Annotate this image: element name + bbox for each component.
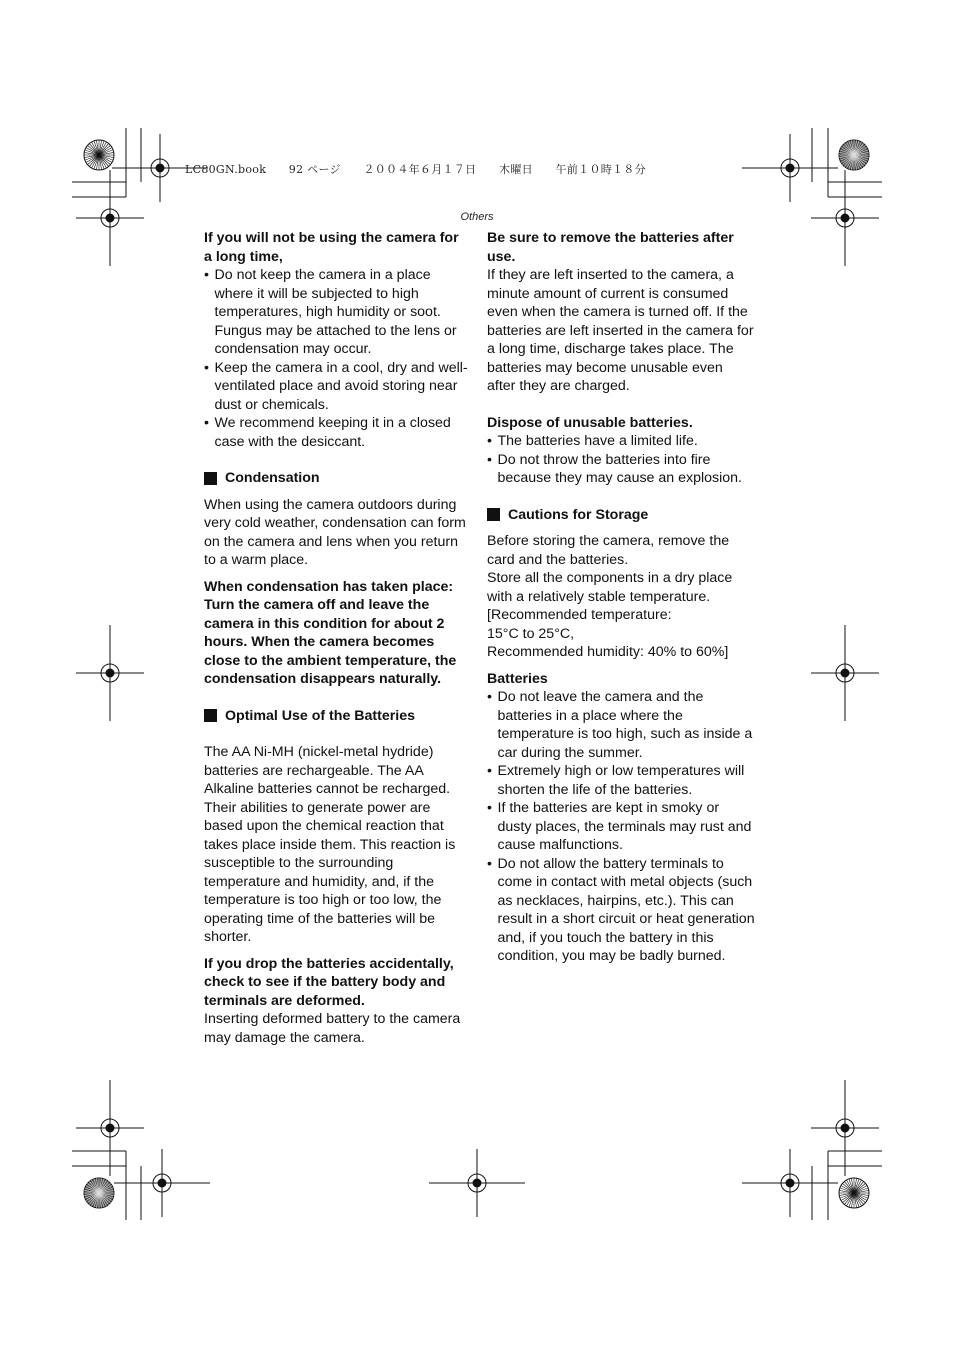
square-bullet-icon [204,709,217,722]
batteries-heading: Optimal Use of the Batteries [204,707,470,726]
storage-text-4: 15°C to 25°C, [487,625,575,642]
starburst-mark-icon [84,140,114,170]
dispose-title: Dispose of unusable batteries. [487,414,693,431]
list-item: • If the batteries are kept in smoky or dusty places, the terminals may rust and cause malfunctions. [487,799,755,855]
list-item: • Extremely high or low temperatures will shorten the life of the batteries. [487,762,755,799]
registration-mark-icon [76,625,144,721]
starburst-mark-icon [839,140,869,170]
remove-title: Be sure to remove the batteries after use. [487,230,734,265]
batteries-list [487,688,755,966]
batteries-text-2: Their abilities to generate power are based upon the chemical reaction that takes place inside them. This reaction is susceptible to the surrounding temperature and humidity, and, if the temperature is too high or too low, the operating time of the batteries will be shorter. [204,799,456,945]
storage-text-2: Store all the components in a dry place with a relatively stable temperature. [487,570,733,605]
batteries-subhead: Batteries [487,670,548,687]
list-item: • We recommend keeping it in a closed case with the desiccant. [204,414,470,451]
drop-warning: If you drop the batteries accidentally, check to see if the battery body and terminals are deformed. [204,955,454,1009]
storage-text-5: Recommended humidity: 40% to 60%] [487,644,729,660]
registration-mark-icon [811,1080,879,1176]
square-bullet-icon [204,472,217,485]
storage-text-1: Before storing the camera, remove the card and the batteries. [487,533,730,568]
drop-text: Inserting deformed battery to the camera may damage the camera. [204,1011,461,1046]
registration-mark-icon [429,1149,525,1217]
remove-text: If they are left inserted to the camera, a minute amount of current is consumed even when the camera is turned off. If the batteries are left inserted in the camera for a long time, discharge takes place. The batteries may become unusable even after they are charged. [487,267,754,394]
list-item: • Do not leave the camera and the batteries in a place where the temperature is too high, such as inside a car during the summer. [487,688,755,762]
condensation-heading: Condensation [204,469,470,488]
square-bullet-icon [487,508,500,521]
list-item: • The batteries have a limited life. [487,432,755,451]
starburst-mark-icon [84,1178,114,1208]
registration-mark-icon [742,134,838,202]
long-time-list [204,266,470,451]
condensation-warning: When condensation has taken place: Turn the camera off and leave the camera in this condition for about 2 hours. When the camera becomes close to the ambient temperature, the condensation disappears naturally. [204,578,457,687]
storage-text-3: [Recommended temperature: [487,607,672,623]
print-header: LC80GN.book 92 ページ ２００４年６月１７日 木曜日 午前１０時１８分 [185,163,646,176]
list-item: • Keep the camera in a cool, dry and well-ventilated place and avoid storing near dust or chemicals. [204,359,470,415]
batteries-text: The AA Ni-MH (nickel-metal hydride) batteries are rechargeable. The AA Alkaline batteries cannot be recharged. [204,744,451,797]
list-item: • Do not keep the camera in a place where it will be subjected to high temperatures, high humidity or soot. Fungus may be attached to the lens or condensation may occur. [204,266,470,359]
left-column [204,229,470,1047]
long-time-title: If you will not be using the camera for a long time, [204,230,459,265]
storage-heading: Cautions for Storage [487,506,755,525]
list-item: • Do not throw the batteries into fire because they may cause an explosion. [487,451,755,488]
registration-mark-icon [114,1149,210,1217]
registration-mark-icon [742,1149,838,1217]
section-label: Others [460,211,494,223]
starburst-mark-icon [839,1178,869,1208]
right-column [487,229,755,966]
list-item: • Do not allow the battery terminals to come in contact with metal objects (such as necklaces, hairpins, etc.). This can result in a short circuit or heat generation and, if you touch the battery in this condition, you may be badly burned. [487,855,755,966]
registration-mark-icon [76,1080,144,1176]
registration-mark-icon [811,625,879,721]
condensation-text: When using the camera outdoors during very cold weather, condensation can form on the camera and lens when you return to a warm place. [204,496,466,568]
dispose-list [487,432,755,488]
